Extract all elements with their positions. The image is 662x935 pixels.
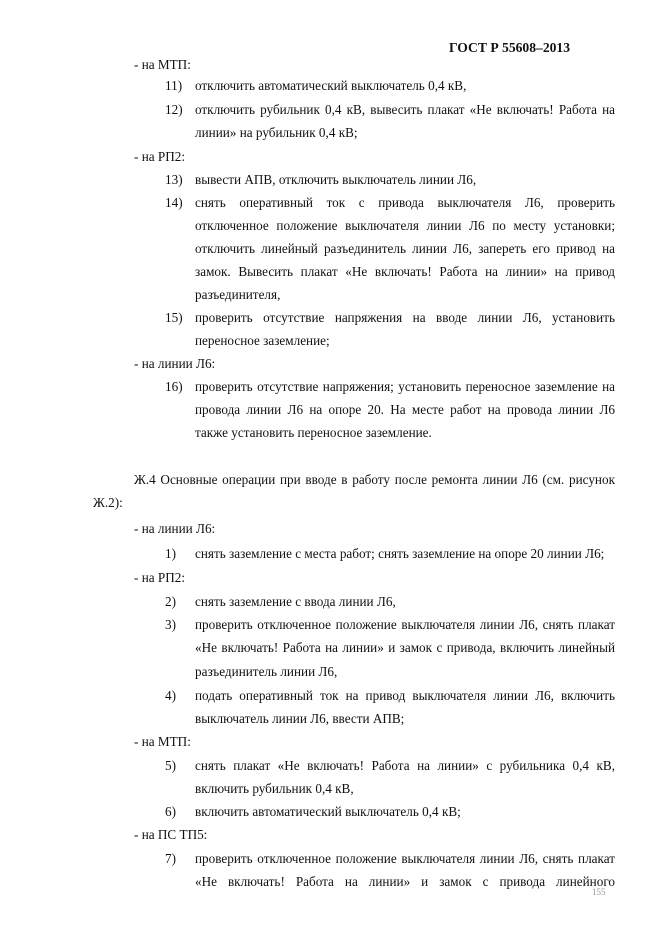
item-text-continued: отключенное положение выключателя линии Л6 по месту установки; (195, 218, 615, 233)
item-number: 11) (165, 78, 183, 93)
section-heading-continued: Ж.2): (93, 495, 123, 510)
item-text: снять заземление с места работ; снять заземление на опоре 20 линии Л6; (195, 546, 605, 561)
location-label-rp2: - на РП2: (134, 570, 186, 585)
item-text: снять заземление с ввода линии Л6, (195, 594, 396, 609)
item-number: 2) (165, 594, 176, 609)
section-heading: Ж.4 Основные операции при вводе в работу после ремонта линии Л6 (см. рисунок (134, 472, 615, 487)
item-number: 12) (165, 102, 183, 117)
item-number: 7) (165, 851, 176, 866)
item-text-continued: «Не включать! Работа на линии» и замок с привода линейного (195, 874, 615, 889)
location-label-l6: - на линии Л6: (134, 356, 216, 371)
location-label-ps-tp5: - на ПС ТП5: (134, 827, 208, 842)
location-label-rp2: - на РП2: (134, 149, 186, 164)
item-text-continued: провода линии Л6 на опоре 20. На месте работ на провода линии Л6 (195, 402, 615, 417)
item-text-continued: «Не включать! Работа на линии» и замок с привода, включить линейный (195, 640, 615, 655)
page-number: 155 (592, 887, 606, 897)
item-text-continued: включить рубильник 0,4 кВ, (195, 781, 354, 796)
location-label-mtp: - на МТП: (134, 57, 191, 72)
item-number: 3) (165, 617, 176, 632)
item-number: 6) (165, 804, 176, 819)
item-number: 16) (165, 379, 183, 394)
item-text: проверить отключенное положение выключателя линии Л6, снять плакат (195, 851, 615, 866)
location-label-mtp: - на МТП: (134, 734, 191, 749)
item-text-continued: отключить линейный разъединитель линии Л6, запереть его привод на (195, 241, 615, 256)
item-text: включить автоматический выключатель 0,4 кВ; (195, 804, 461, 819)
item-number: 13) (165, 172, 183, 187)
item-text-continued: замок. Вывесить плакат «Не включать! Работа на линии» на привод (195, 264, 615, 279)
item-text-continued: разъединитель линии Л6, (195, 664, 338, 679)
item-number: 15) (165, 310, 183, 325)
item-text: проверить отсутствие напряжения на вводе линии Л6, установить (195, 310, 615, 325)
item-text: снять плакат «Не включать! Работа на линии» с рубильника 0,4 кВ, (195, 758, 615, 773)
item-text: проверить отключенное положение выключателя линии Л6, снять плакат (195, 617, 615, 632)
item-number: 14) (165, 195, 183, 210)
document-header: ГОСТ Р 55608–2013 (449, 40, 571, 55)
item-text: отключить автоматический выключатель 0,4 кВ, (195, 78, 467, 93)
item-text-continued: выключатель линии Л6, ввести АПВ; (195, 711, 405, 726)
item-text: проверить отсутствие напряжения; установить переносное заземление на (195, 379, 615, 394)
location-label-l6: - на линии Л6: (134, 521, 216, 536)
item-number: 1) (165, 546, 176, 561)
item-text-continued: разъединителя, (195, 287, 281, 302)
item-text-continued: также установить переносное заземление. (195, 425, 432, 440)
item-number: 5) (165, 758, 176, 773)
item-text: подать оперативный ток на привод выключателя линии Л6, включить (195, 688, 615, 703)
item-text-continued: линии» на рубильник 0,4 кВ; (195, 125, 358, 140)
item-text: вывести АПВ, отключить выключатель линии Л6, (195, 172, 477, 187)
item-text: отключить рубильник 0,4 кВ, вывесить плакат «Не включать! Работа на (195, 102, 615, 117)
item-text-continued: переносное заземление; (195, 333, 330, 348)
item-text: снять оперативный ток с привода выключателя Л6, проверить (195, 195, 615, 210)
item-number: 4) (165, 688, 176, 703)
